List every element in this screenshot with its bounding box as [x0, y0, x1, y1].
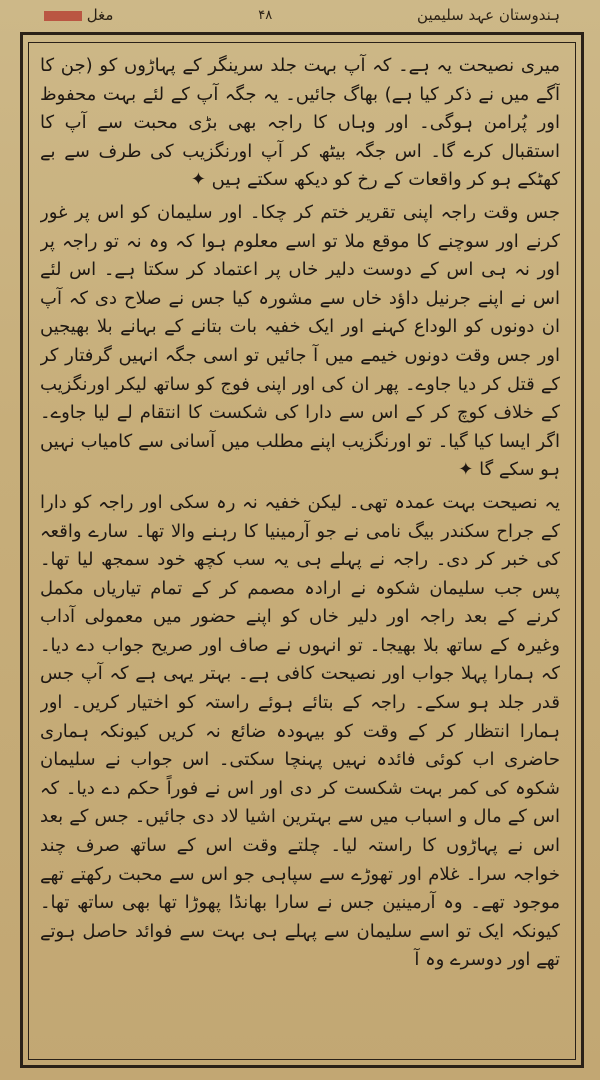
header-left-text: مغل	[86, 6, 114, 24]
paragraph-3: یہ نصیحت بہت عمدہ تھی۔ لیکن خفیہ نہ رہ سکی اور راجہ کو دارا کے جراح سکندر بیگ نامی نے جو آرمینیا کا رہنے والا تھا۔ سارے واقعہ کی خبر کر دی۔ راجہ نے پہلے ہی یہ سب کچھ خود سمجھ لیا تھا۔ پس جب سلیمان شکوہ نے ارادہ مصمم کر کے تمام تیاریاں مکمل کرنے کے بعد راجہ اور دلیر خاں کو اپنے حضور میں معمولی آداب وغیرہ کے ساتھ بلا بھیجا۔ تو انہوں نے صاف اور صریح جواب دے دیا۔ کہ ہمارا پہلا جواب اور نصیحت کافی ہے۔ بہتر یہی ہے کہ آپ جس قدر جلد ہو سکے۔ راجہ کے بتائے ہوئے راستہ کو اختیار کریں۔ اور ہمارا انتظار کر کے وقت کو بیہودہ ضائع نہ کریں کیونکہ ہماری حاضری اب کوئی فائدہ نہیں پہنچا سکتی۔ اس جواب نے سلیمان شکوہ کی کمر بہت شکست کر دی اور اس نے فوراً حکم دے دیا۔ کہ اس کے مال و اسباب میں سے بہترین اشیا لاد دی جائیں۔ جس کے بعد اس نے پہاڑوں کا راستہ لیا۔ چلتے وقت اس کے ساتھ صرف چند خواجہ سرا۔ غلام اور تھوڑے سے سپاہی جو اس سے محبت رکھتے تھے موجود تھے۔ وہ آرمینین جس نے سارا بھانڈا پھوڑا تھا بھی ساتھ تھا۔ کیونکہ ایک تو اسے سلیمان سے پہلے ہی بہت سے فوائد حاصل ہوتے تھے اور دوسرے وہ آ	[40, 491, 560, 971]
page-number: ۴۸	[258, 7, 273, 23]
header-left	[40, 6, 113, 24]
running-header	[0, 0, 600, 30]
header-title: ہندوستان عہد سلیمین	[417, 6, 560, 24]
paragraph-2: جس وقت راجہ اپنی تقریر ختم کر چکا۔ اور سلیمان کو اس پر غور کرنے اور سوچنے کا موقع ملا تو اسے معلوم ہوا کہ وہ نہ تو راجہ پر اور نہ ہی اس کے دوست دلیر خاں پر اعتماد کر سکتا ہے۔ اس لئے اس نے اپنے جرنیل داؤد خاں سے مشورہ کیا جس نے صلاح دی کہ آپ ان دونوں کو الوداع کہنے اور ایک خفیہ بات بتانے کے بہانے بلا بھیجیں اور جس وقت دونوں خیمے میں آ جائیں تو اسی جگہ انہیں گرفتار کر کے قتل کر دیا جاوے۔ پھر ان کی اور اپنی فوج کو ساتھ لیکر اورنگزیب کے خلاف کوچ کر کے اس سے دارا کی شکست کا انتقام لے لیا جاوے۔ اگر ایسا کیا گیا۔ تو اورنگزیب اپنے مطلب میں آسانی سے کامیاب نہیں ہو سکے گا ✦	[40, 201, 560, 481]
red-ink-mark	[44, 11, 82, 21]
paragraph-1: میری نصیحت یہ ہے۔ کہ آپ بہت جلد سرینگر کے پہاڑوں کو (جن کا آگے میں نے ذکر کیا ہے) بھاگ جائیں۔ یہ جگہ آپ کے لئے بہت محفوظ اور پُرامن ہوگی۔ اور وہاں کا راجہ بھی بڑی محبت سے آپ کا استقبال کرے گا۔ اس جگہ بیٹھ کر آپ اورنگزیب کی طرف سے بے کھٹکے ہو کر واقعات کے رخ کو دیکھ سکتے ہیں ✦	[40, 55, 560, 191]
body-text	[40, 52, 560, 1052]
